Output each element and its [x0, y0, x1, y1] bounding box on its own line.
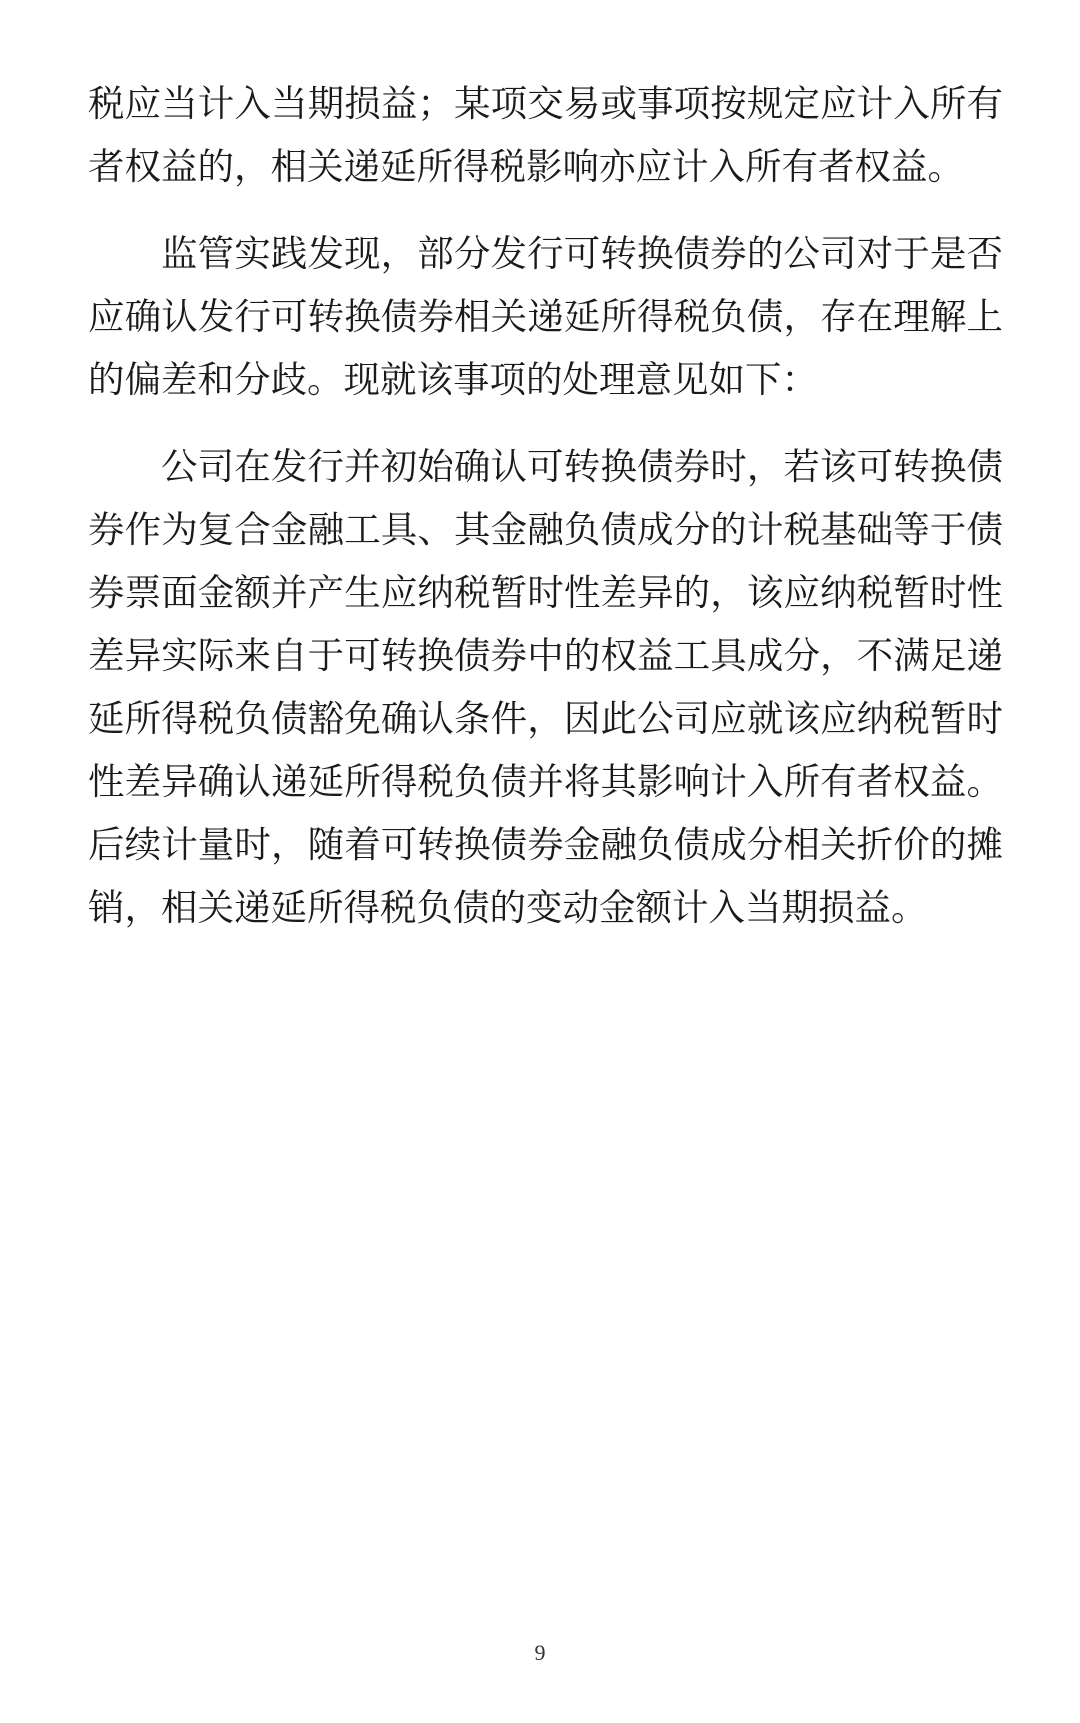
page-number: 9 [534, 1640, 546, 1665]
text-line: 券作为复合金融工具、其金融负债成分的计税基础等于债 [88, 508, 1003, 551]
text-line: 应确认发行可转换债券相关递延所得税负债，存在理解上 [88, 295, 1003, 338]
paragraph-2 [88, 222, 1003, 411]
text-line: 者权益的，相关递延所得税影响亦应计入所有者权益。 [88, 145, 964, 188]
text-line: 监管实践发现，部分发行可转换债券的公司对于是否 [161, 232, 1003, 275]
text-line: 券票面金额并产生应纳税暂时性差异的，该应纳税暂时性 [88, 571, 1003, 614]
text-line: 延所得税负债豁免确认条件，因此公司应就该应纳税暂时 [88, 697, 1003, 740]
text-line: 公司在发行并初始确认可转换债券时，若该可转换债 [161, 445, 1003, 488]
body-text [88, 72, 1003, 963]
text-line: 后续计量时，随着可转换债券金融负债成分相关折价的摊 [88, 823, 1003, 866]
text-line: 税应当计入当期损益；某项交易或事项按规定应计入所有 [88, 82, 1003, 125]
text-line: 销，相关递延所得税负债的变动金额计入当期损益。 [88, 886, 928, 929]
text-line: 性差异确认递延所得税负债并将其影响计入所有者权益。 [88, 760, 1003, 803]
text-line: 的偏差和分歧。现就该事项的处理意见如下： [88, 358, 818, 401]
paragraph-1 [88, 72, 1003, 198]
text-line: 差异实际来自于可转换债券中的权益工具成分，不满足递 [88, 634, 1003, 677]
paragraph-3 [88, 435, 1003, 939]
